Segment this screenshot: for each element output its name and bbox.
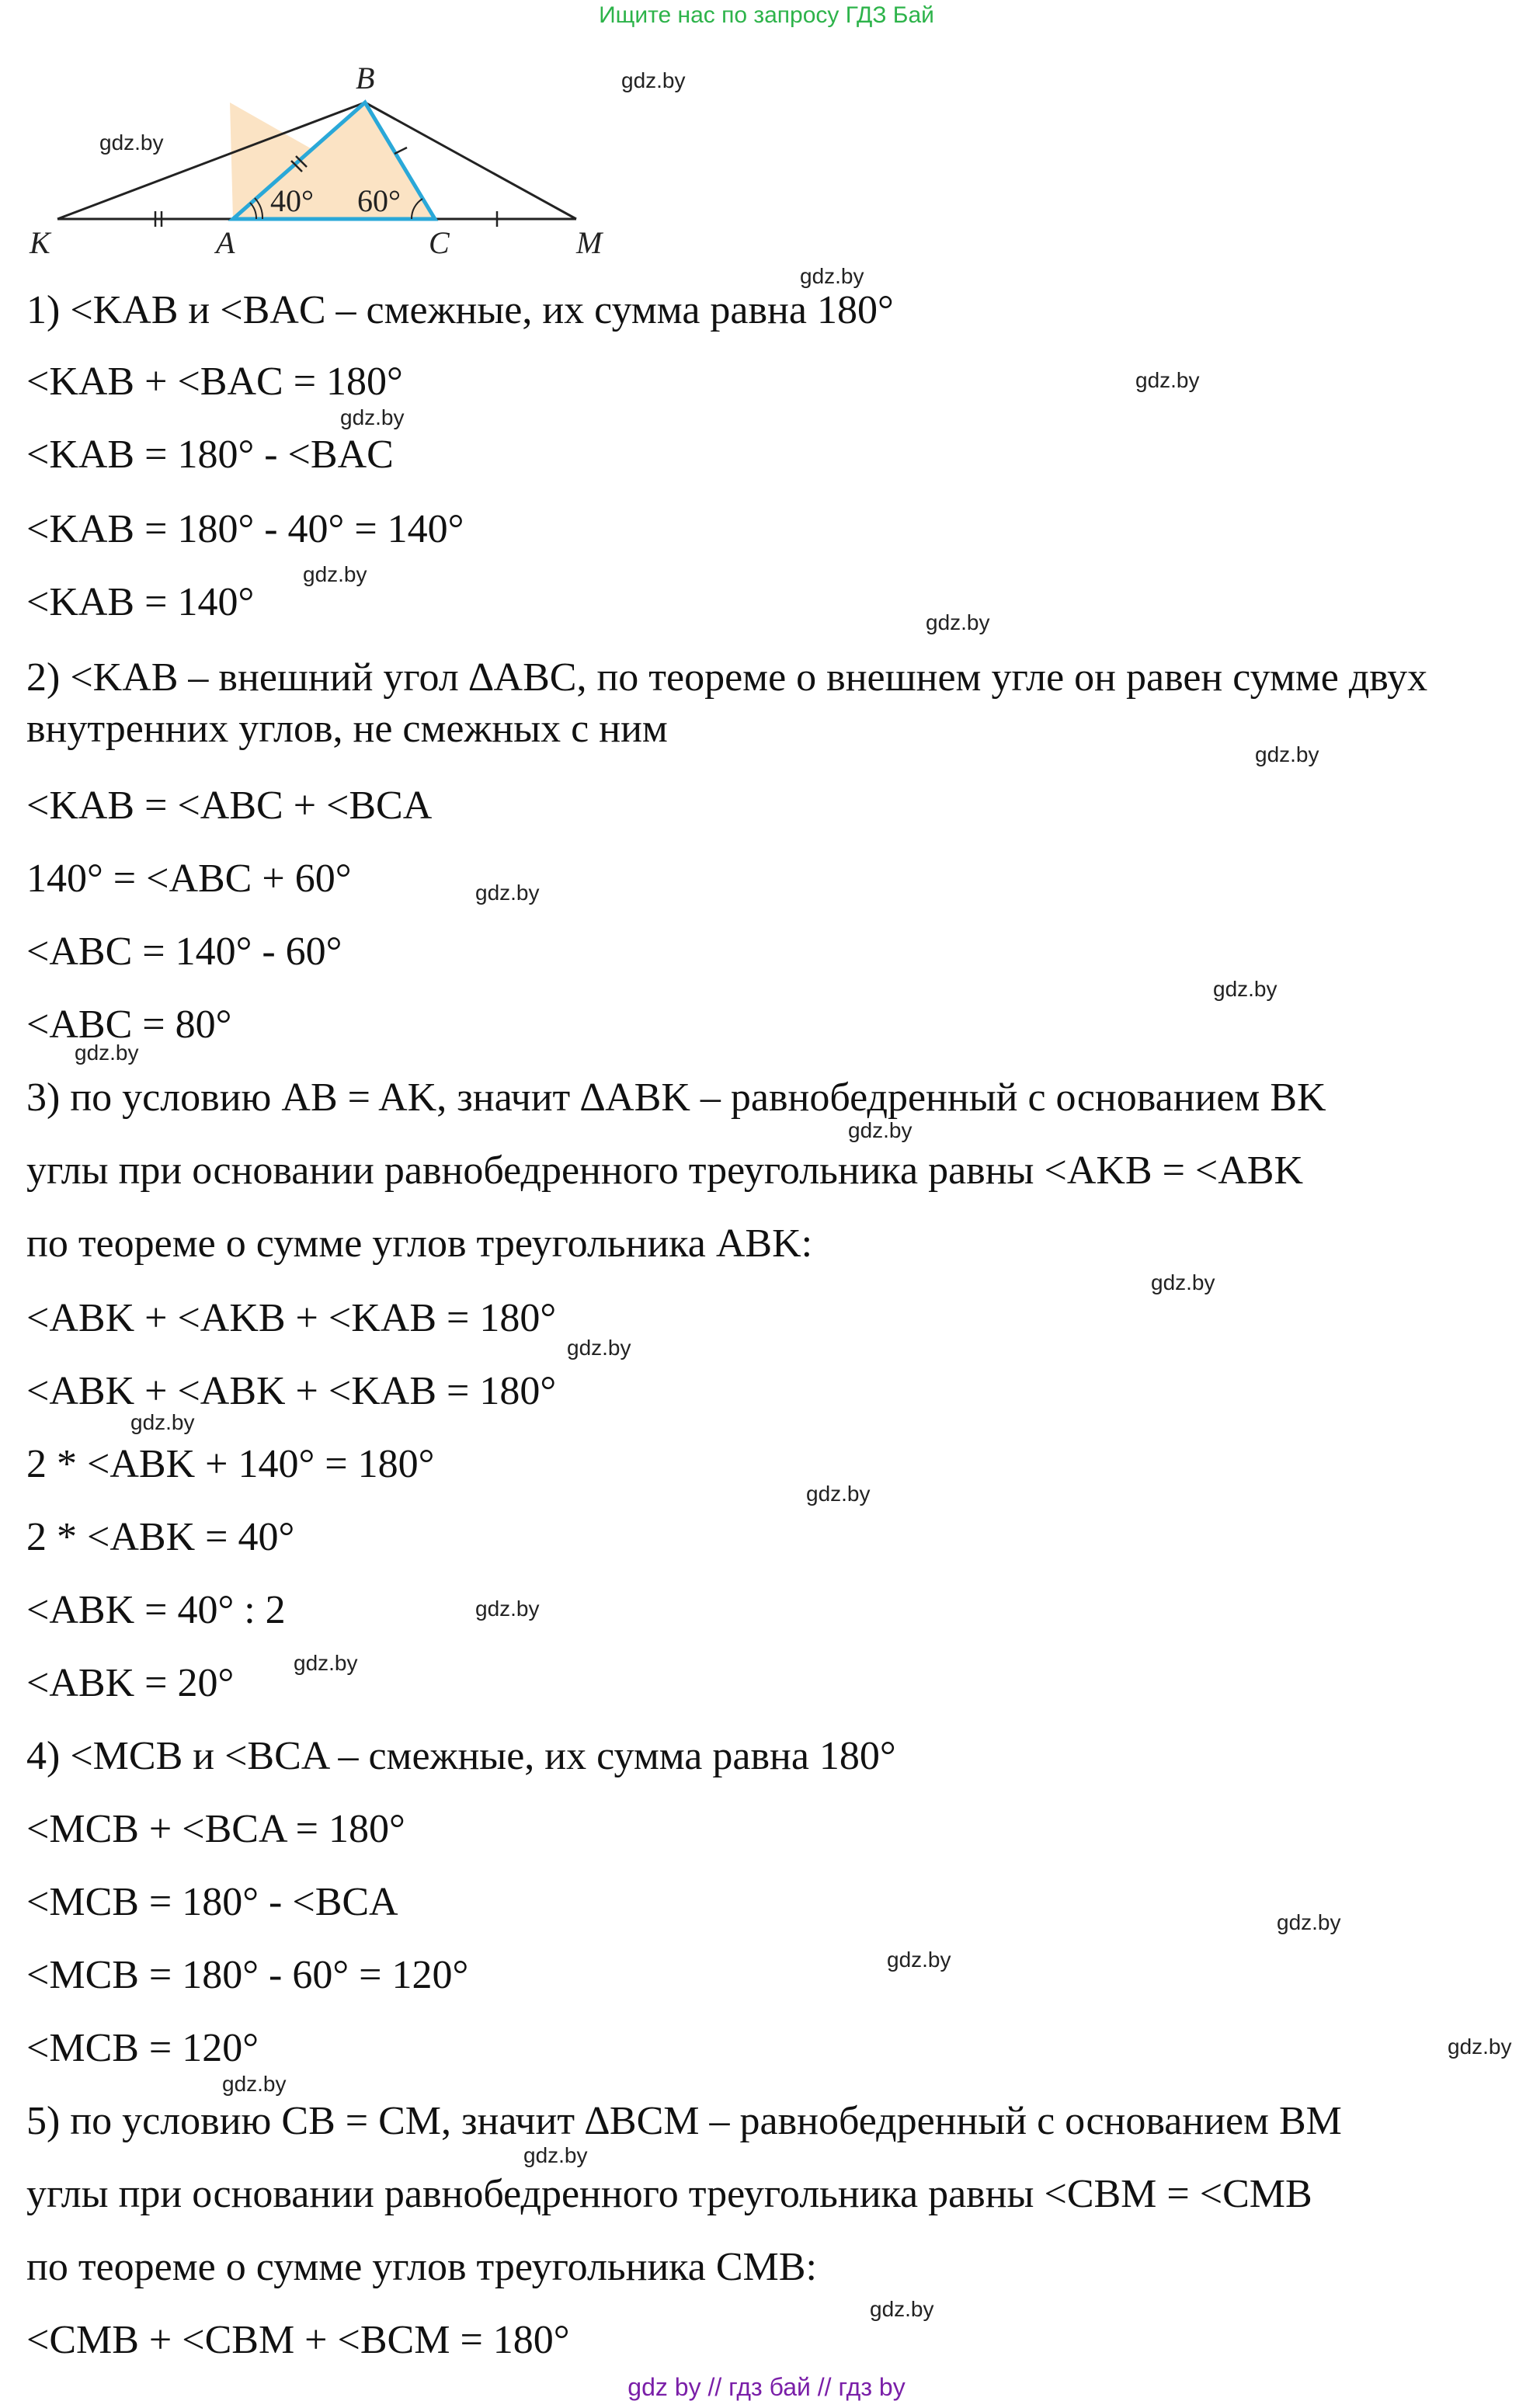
watermark: gdz.by xyxy=(75,1041,139,1065)
solution-line: <KAB = <ABC + <BCA xyxy=(26,784,433,828)
watermark: gdz.by xyxy=(340,405,405,429)
solution-line: <ABC = 80° xyxy=(26,1002,232,1047)
watermark: gdz.by xyxy=(1277,1910,1341,1934)
watermark: gdz.by xyxy=(1448,2034,1512,2059)
watermark: gdz.by xyxy=(1213,977,1278,1001)
watermark: gdz.by xyxy=(800,264,864,288)
solution-line: <ABK = 40° : 2 xyxy=(26,1588,286,1632)
solution-line: углы при основании равнобедренного треугольника равны <AKB = <ABK xyxy=(26,1148,1304,1193)
watermark: gdz.by xyxy=(1135,368,1200,392)
footer-links[interactable]: gdz by // гдз бай // гдз by xyxy=(627,2373,906,2401)
solution-line: 2 * <ABK = 40° xyxy=(26,1515,295,1559)
watermark: gdz.by xyxy=(1151,1270,1215,1294)
watermark: gdz.by xyxy=(130,1410,195,1434)
watermark: gdz.by xyxy=(806,1482,871,1506)
solution-line: <KAB + <BAC = 180° xyxy=(26,360,403,404)
watermark: gdz.by xyxy=(475,1597,540,1621)
watermark: gdz.by xyxy=(567,1336,631,1360)
solution-line: <ABK + <ABK + <KAB = 180° xyxy=(26,1369,557,1413)
solution-line: <MCB = 120° xyxy=(26,2026,259,2070)
solution-line: <ABK + <AKB + <KAB = 180° xyxy=(26,1296,557,1340)
solution-line: <ABC = 140° - 60° xyxy=(26,929,342,974)
solution-line: углы при основании равнобедренного треугольника равны <CBM = <CMB xyxy=(26,2172,1312,2216)
site-banner[interactable]: Ищите нас по запросу ГДЗ Бай xyxy=(599,2,934,28)
solution-line: 2) <KAB – внешний угол ∆ABC, по теореме о внешнем угле он равен сумме двух внутренних углов, не смежных с ним xyxy=(26,655,1428,751)
solution-line: <KAB = 180° - 40° = 140° xyxy=(26,507,464,551)
watermark: gdz.by xyxy=(926,610,990,634)
solution-line: 2 * <ABK + 140° = 180° xyxy=(26,1442,435,1486)
watermark: gdz.by xyxy=(222,2072,287,2096)
watermark: gdz.by xyxy=(887,1948,951,1972)
solution-line: 3) по условию AB = AK, значит ∆ABK – равнобедренный с основанием BK xyxy=(26,1075,1326,1120)
solution-line: <MCB = 180° - <BCA xyxy=(26,1880,398,1924)
solution-line: <ABK = 20° xyxy=(26,1661,235,1705)
watermark: gdz.by xyxy=(870,2297,934,2321)
watermark: gdz.by xyxy=(523,2143,588,2167)
solution-line: <MCB = 180° - 60° = 120° xyxy=(26,1953,469,1997)
solution-line: <KAB = 140° xyxy=(26,580,255,624)
watermark: gdz.by xyxy=(303,562,367,586)
point-label-k: K xyxy=(30,225,50,260)
solution-line: 5) по условию CB = CM, значит ∆BCM – равнобедренный с основанием BM xyxy=(26,2099,1342,2143)
angle-label-a: 40° xyxy=(270,183,314,218)
solution-line: <MCB + <BCA = 180° xyxy=(26,1807,405,1851)
watermark: gdz.by xyxy=(99,130,164,155)
point-label-c: C xyxy=(429,225,450,260)
solution-line: 4) <MCB и <BCA – смежные, их сумма равна 180° xyxy=(26,1734,896,1778)
point-label-m: M xyxy=(576,225,603,260)
watermark: gdz.by xyxy=(1255,742,1319,766)
point-label-b: B xyxy=(356,61,375,96)
watermark: gdz.by xyxy=(475,881,540,905)
solution-line: <CMB + <CBM + <BCM = 180° xyxy=(26,2318,570,2362)
watermark: gdz.by xyxy=(294,1651,358,1675)
triangle-figure xyxy=(23,47,629,272)
watermark: gdz.by xyxy=(621,68,686,92)
point-label-a: A xyxy=(216,225,235,260)
solution-line: по теореме о сумме углов треугольника ABK: xyxy=(26,1221,813,1266)
solution-line: 140° = <ABC + 60° xyxy=(26,857,352,901)
solution-line: <KAB = 180° - <BAC xyxy=(26,433,394,477)
solution-line: по теореме о сумме углов треугольника CMB: xyxy=(26,2245,817,2289)
angle-label-c: 60° xyxy=(357,183,401,218)
watermark: gdz.by xyxy=(848,1118,912,1142)
solution-line: 1) <KAB и <BAC – смежные, их сумма равна 180° xyxy=(26,288,894,332)
